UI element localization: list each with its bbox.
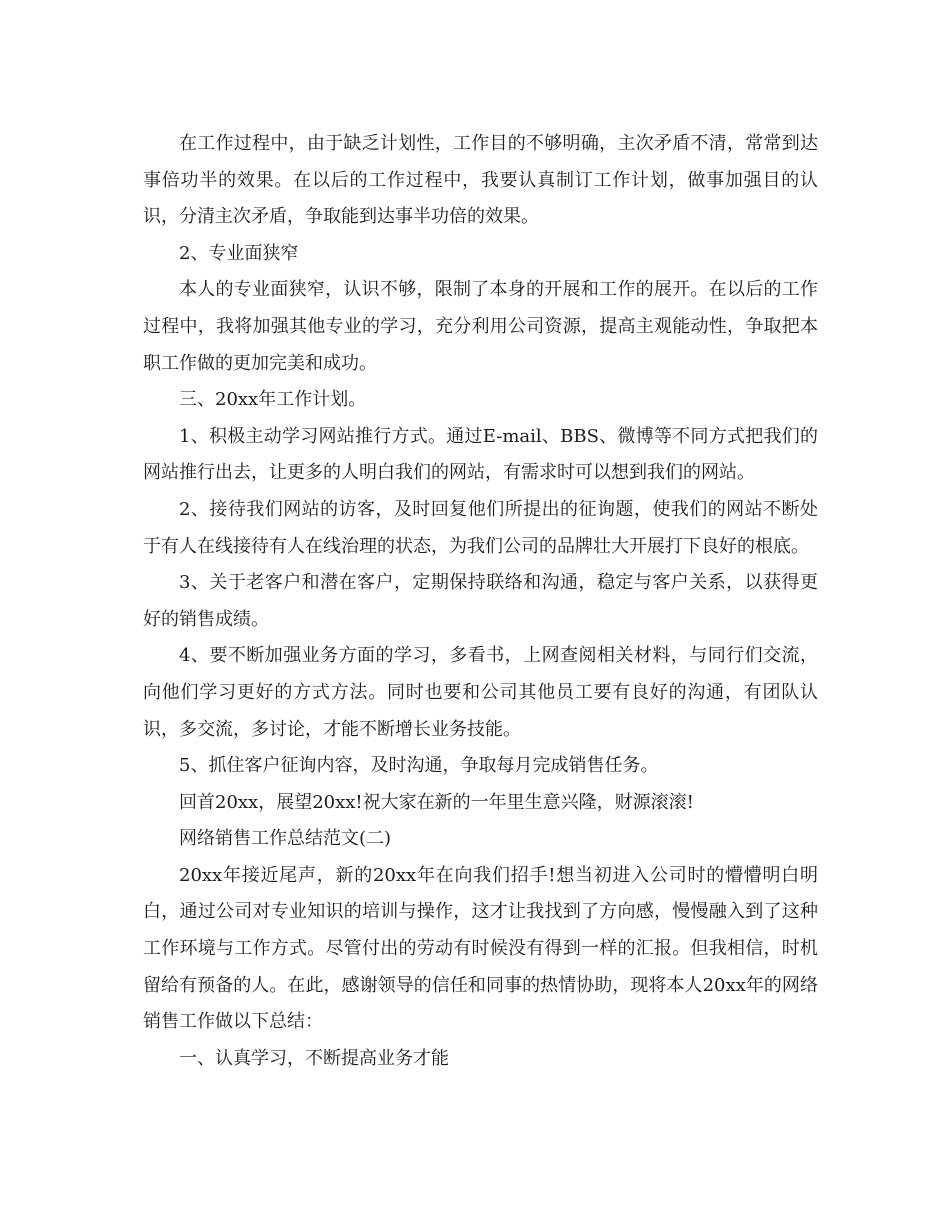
- paragraph-closing-wishes: 回首20xx，展望20xx!祝大家在新的一年里生意兴隆，财源滚滚!: [179, 791, 694, 813]
- heading-work-plan: 三、20xx年工作计划。: [179, 389, 367, 411]
- paragraph-plan-item-3: 3、关于老客户和潜在客户，定期保持联络和沟通，稳定与客户关系，以获得更好的销售成绩。: [143, 572, 818, 630]
- heading-learn-improve: 一、认真学习，不断提高业务才能: [179, 1047, 449, 1069]
- heading-narrow-expertise: 2、专业面狭窄: [179, 242, 299, 264]
- paragraph-plan-item-2: 2、接待我们网站的访客，及时回复他们所提出的征询题，使我们的网站不断处于有人在线接待有人在线治理的状态，为我们公司的品牌壮大开展打下良好的根底。: [143, 498, 818, 557]
- heading-sample-two: 网络销售工作总结范文(二): [179, 828, 392, 850]
- paragraph-narrow-expertise: 本人的专业面狭窄，认识不够，限制了本身的开展和工作的展开。在以后的工作过程中，我将加强其他专业的学习，充分利用公司资源，提高主观能动性，争取把本职工作做的更加完美和成功。: [143, 279, 818, 374]
- paragraph-sample-two-intro: 20xx年接近尾声，新的20xx年在向我们招手!想当初进入公司时的懵懵明白明白，通过公司对专业知识的培训与操作，这才让我找到了方向感，慢慢融入到了这种工作环境与工作方式。尽管付出的劳动有时候没有得到一样的汇报。但我相信，时机留给有预备的人。在此，感谢领导的信任和同事的热情协助，现将本人20xx年的网络销售工作做以下总结：: [143, 864, 818, 1033]
- paragraph-plan-item-1: 1、积极主动学习网站推行方式。通过E-mail、BBS、微博等不同方式把我们的网站推行出去，让更多的人明白我们的网站，有需求时可以想到我们的网站。: [143, 425, 818, 484]
- paragraph-plan-item-4: 4、要不断加强业务方面的学习，多看书，上网查阅相关材料，与同行们交流，向他们学习更好的方式方法。同时也要和公司其他员工要有良好的沟通，有团队认识，多交流，多讨论，才能不断增长业务技能。: [143, 645, 818, 740]
- paragraph-planning-issue: 在工作过程中，由于缺乏计划性，工作目的不够明确，主次矛盾不清，常常到达事倍功半的效果。在以后的工作过程中，我要认真制订工作计划，做事加强目的认识，分清主次矛盾，争取能到达事半功倍的效果。: [143, 133, 818, 228]
- paragraph-plan-item-5: 5、抓住客户征询内容，及时沟通，争取每月完成销售任务。: [179, 755, 659, 777]
- document-body: [143, 126, 818, 1077]
